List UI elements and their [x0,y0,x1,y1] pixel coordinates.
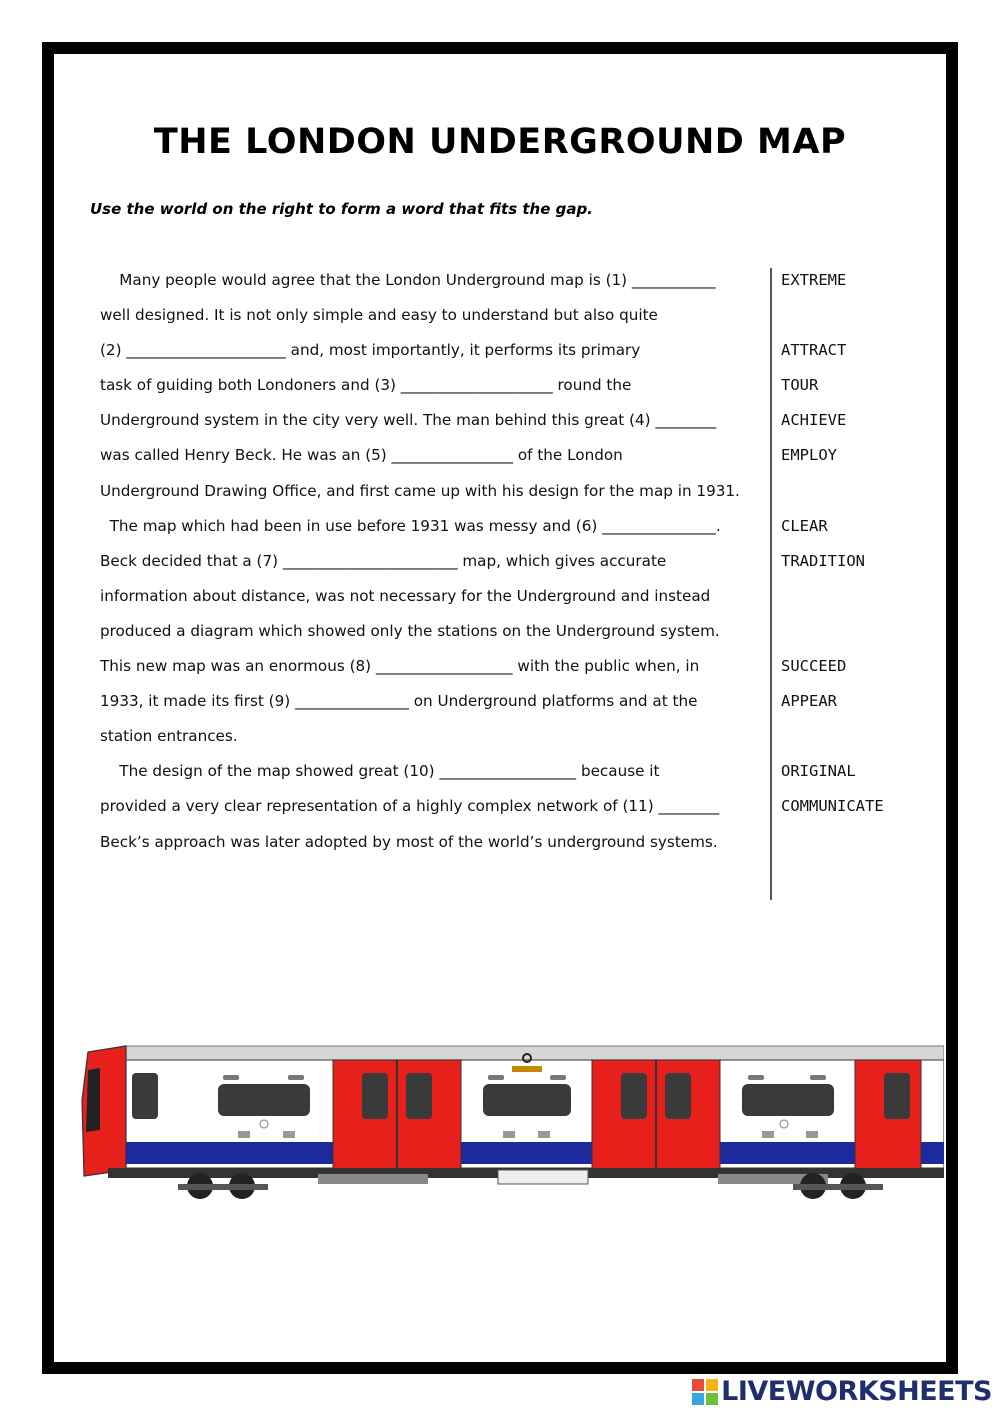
word-bank-item [781,719,951,754]
word-bank [781,263,951,860]
passage-line: Beck decided that a (7) _______________________ map, which gives accurate [100,551,667,570]
word-bank-item: ATTRACT [781,341,847,360]
word-bank-item: CLEAR [781,516,828,535]
word-bank-item [781,825,951,860]
passage-line: Beck’s approach was later adopted by most of the world’s underground systems. [100,832,718,851]
word-bank-item [781,614,951,649]
passage-line: produced a diagram which showed only the stations on the Underground system. [100,621,720,640]
passage-line: Many people would agree that the London Underground map is (1) ___________ [100,271,716,289]
train-roof [123,1046,944,1060]
passage-line: The map which had been in use before 1931 was messy and (6) _______________. [100,516,721,535]
passage-line: well designed. It is not only simple and easy to understand but also quite [100,306,658,325]
passage-line: (2) _____________________ and, most importantly, it performs its primary [100,341,641,360]
window-3 [742,1084,834,1116]
worksheet-title: THE LONDON UNDERGROUND MAP [153,122,847,162]
liveworksheets-logo-icon [692,1379,718,1405]
passage-line: task of guiding both Londoners and (3) ____________________ round the [100,376,632,395]
word-bank-item: SUCCEED [781,657,847,676]
passage-line: station entrances. [100,727,238,746]
passage-line: Underground Drawing Office, and first came up with his design for the map in 1931. [100,481,740,500]
window-1 [218,1084,310,1116]
instruction-text: Use the world on the right to form a word that fits the gap. [90,200,593,218]
passage-line: was called Henry Beck. He was an (5) ________________ of the London [100,446,623,465]
word-bank-item: ORIGINAL [781,762,856,781]
passage-line: This new map was an enormous (8) __________________ with the public when, in [100,657,700,676]
passage-line: Underground system in the city very well. The man behind this great (4) ________ [100,411,717,430]
word-bank-item: TRADITION [781,551,865,570]
liveworksheets-watermark [692,1376,992,1407]
passage [100,263,770,860]
blue-stripe [126,1142,944,1164]
watermark-text: LIVEWORKSHEETS [721,1376,992,1407]
word-bank-item: ACHIEVE [781,411,847,430]
passage-line: 1933, it made its first (9) _______________ on Underground platforms and at the [100,692,698,711]
passage-line: The design of the map showed great (10) __________________ because it [100,762,660,781]
word-bank-item: EXTREME [781,271,847,289]
word-bank-item: COMMUNICATE [781,797,884,816]
word-bank-item: EMPLOY [781,446,837,465]
word-bank-item: APPEAR [781,692,837,711]
word-bank-item [781,579,951,614]
train-illustration [78,1040,944,1205]
passage-line: information about distance, was not necessary for the Underground and instead [100,586,711,605]
column-divider [770,268,772,900]
passage-line: provided a very clear representation of a highly complex network of (11) ________ [100,797,720,816]
word-bank-item [781,474,951,509]
word-bank-item [781,298,951,333]
word-bank-item: TOUR [781,376,819,395]
window-2 [483,1084,571,1116]
